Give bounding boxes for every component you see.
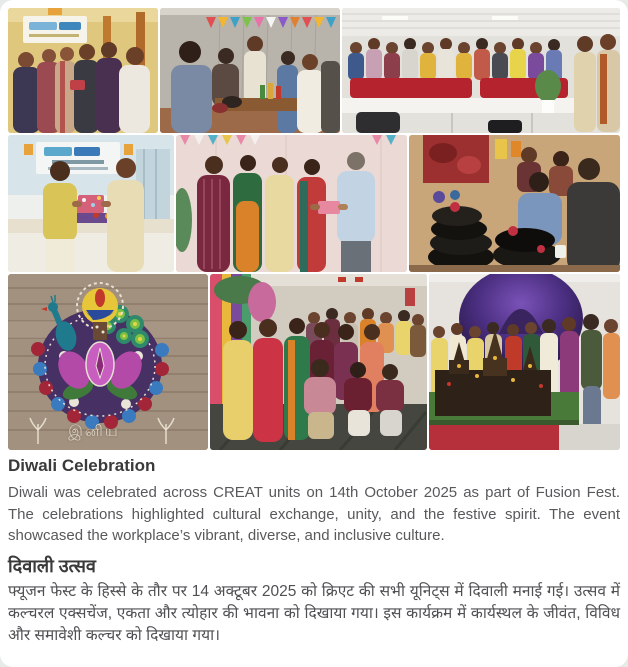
photo-peacock-rangoli: [8, 274, 208, 450]
photo-festive-group: [210, 274, 427, 450]
heading-hindi: दिवाली उत्सव: [8, 555, 96, 576]
photo-food-counter: [160, 8, 340, 133]
photo-temple-model: [429, 274, 620, 450]
photo-office-team-group: [342, 8, 620, 133]
photo-gift-exchange: [8, 135, 174, 272]
photo-office-greeting: [8, 8, 158, 133]
article-text: [8, 452, 620, 647]
diwali-photo-collage: [8, 8, 620, 450]
body-english: Diwali was celebrated across CREAT units on 14th October 2025 as part of Fusion Fest. The celebrations highlighted cultural exchange, unity, and the festive spirit. The event showcased the workplace’s vibrant, diverse, and inclusive culture.: [8, 484, 620, 544]
heading-english: Diwali Celebration: [8, 456, 156, 475]
rangoli-tamil-text: இனிய: [68, 423, 120, 440]
photo-tyre-art: [409, 135, 620, 272]
body-hindi: फ्यूजन फेस्ट के हिस्से के तौर पर 14 अक्टूबर 2025 को क्रिएट की सभी यूनिट्स में दिवाली मनाई गई। उत्सव में कल्चरल एक्सचेंज, एकता और त्योहार की भावना को दिखाया गया। इस कार्यक्रम में कार्यस्थल के जीवंत, विविध और समावेशी कल्चर को दिखाया गया।: [8, 582, 620, 644]
photo-gift-presentation: [176, 135, 407, 272]
kneeling-men: [304, 359, 404, 439]
